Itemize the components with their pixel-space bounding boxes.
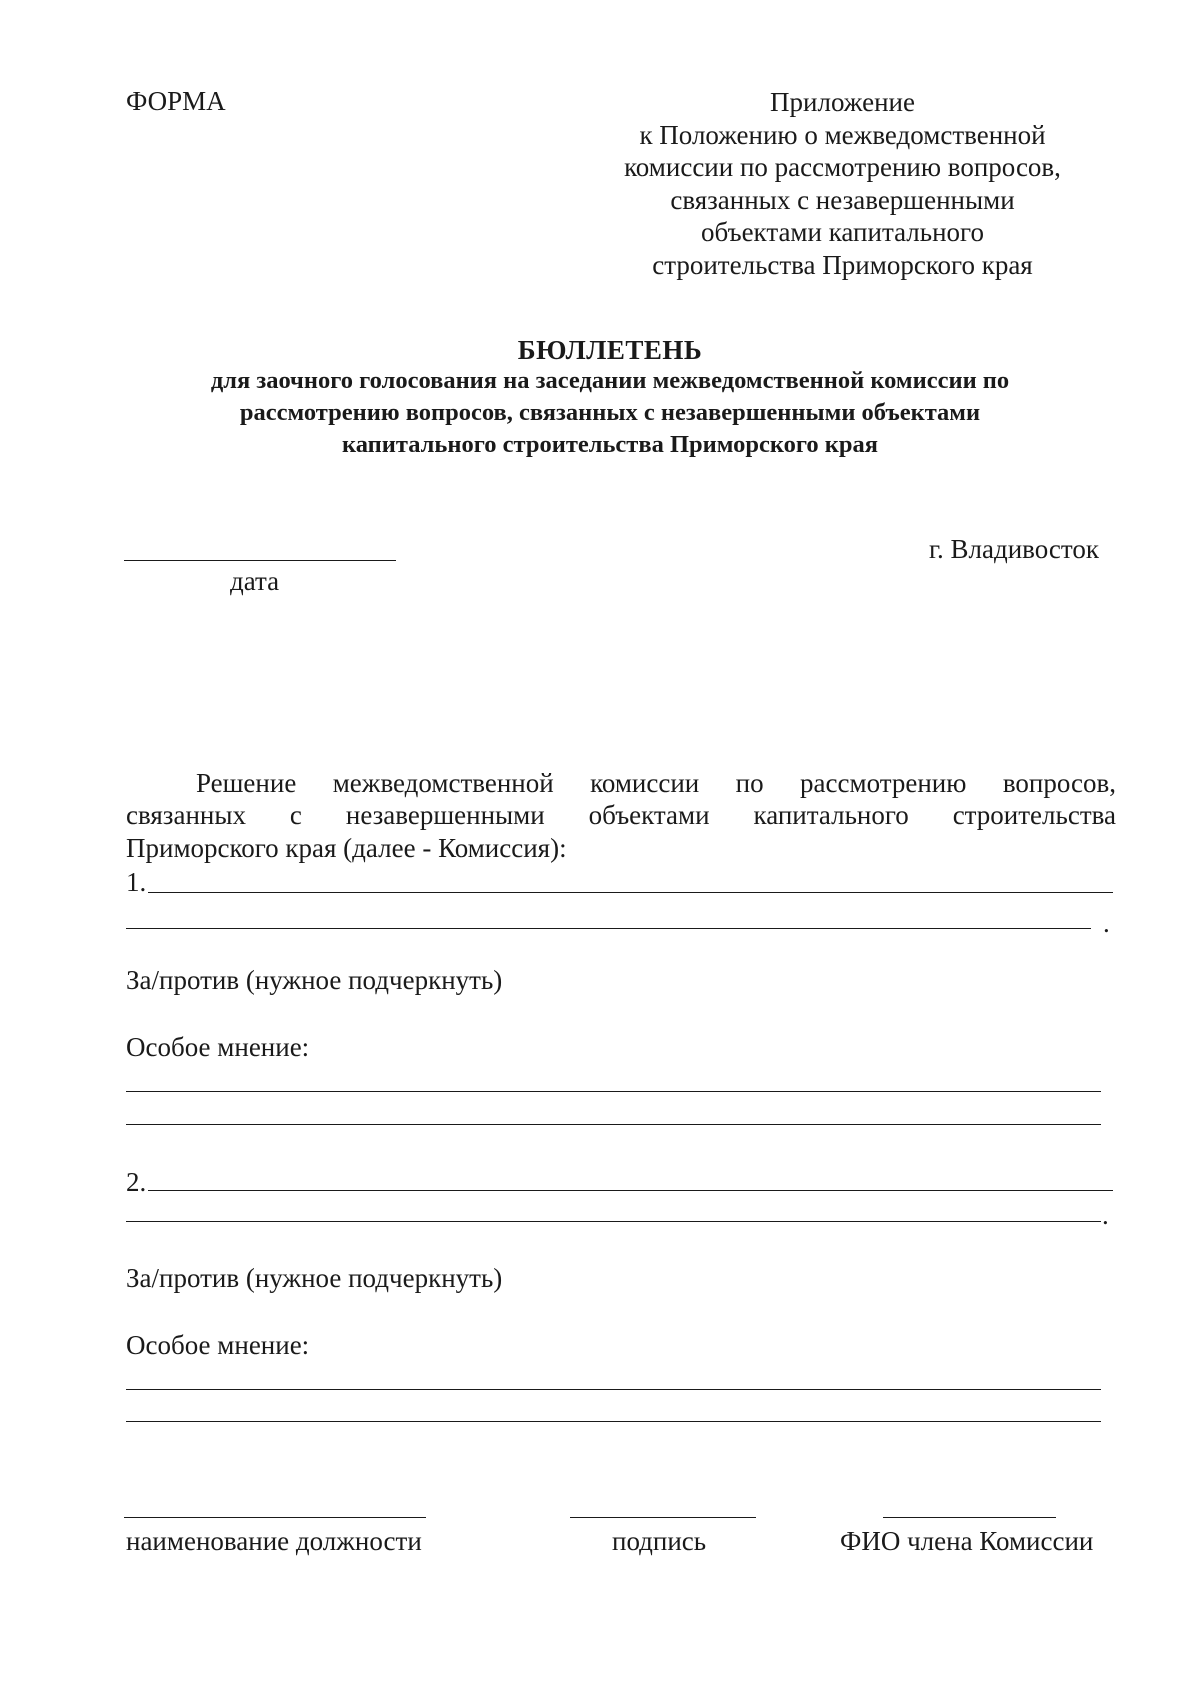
form-label: ФОРМА	[126, 86, 226, 116]
appendix-line: комиссии по рассмотрению вопросов,	[624, 152, 1061, 182]
opinion-label: Особое мнение:	[126, 1032, 310, 1062]
period-mark: .	[1103, 908, 1110, 938]
period-mark: .	[1102, 1200, 1109, 1230]
vote-label: За/против (нужное подчеркнуть)	[126, 1263, 503, 1293]
appendix-block	[590, 86, 1095, 281]
item-2-text-line[interactable]	[126, 1221, 1101, 1222]
document-subtitle	[110, 365, 1110, 461]
item-1-opinion-line[interactable]	[126, 1091, 1101, 1092]
decision-line: Решение межведомственной комиссии по рассмотрению вопросов,	[196, 768, 1116, 798]
city-name: г. Владивосток	[929, 534, 1099, 564]
opinion-label: Особое мнение:	[126, 1330, 310, 1360]
appendix-line: объектами капитального	[701, 217, 984, 247]
item-1-text-line[interactable]	[148, 892, 1113, 893]
appendix-line: связанных с незавершенными	[670, 184, 1015, 215]
item-2-opinion-line[interactable]	[126, 1421, 1101, 1422]
item-1-opinion-line[interactable]	[126, 1124, 1101, 1125]
item-1-text-line[interactable]	[126, 928, 1091, 929]
position-field-line[interactable]	[124, 1517, 426, 1518]
appendix-line: Приложение	[770, 87, 915, 117]
appendix-line: к Положению о межведомственной	[639, 119, 1046, 150]
position-caption: наименование должности	[126, 1526, 422, 1556]
subtitle-line: для заочного голосования на заседании межведомственной комиссии по	[210, 367, 1010, 394]
subtitle-line: капитального строительства Приморского края	[341, 431, 879, 458]
item-2-text-line[interactable]	[148, 1190, 1113, 1191]
date-caption: дата	[230, 566, 280, 596]
decision-line: Приморского края (далее - Комиссия):	[126, 833, 567, 863]
item-number: 1.	[126, 867, 147, 897]
subtitle-line: рассмотрению вопросов, связанных с незавершенными объектами	[239, 399, 981, 426]
name-field-line[interactable]	[883, 1517, 1056, 1518]
title-block	[110, 335, 1110, 461]
appendix-line: строительства Приморского края	[652, 249, 1033, 280]
item-number: 2.	[126, 1167, 147, 1197]
name-caption: ФИО члена Комиссии	[840, 1526, 1094, 1556]
signature-caption: подпись	[612, 1526, 707, 1556]
document-title: БЮЛЛЕТЕНЬ	[517, 335, 703, 365]
item-2-opinion-line[interactable]	[126, 1389, 1101, 1390]
date-field-line[interactable]	[124, 560, 396, 561]
vote-label: За/против (нужное подчеркнуть)	[126, 965, 503, 995]
decision-line: связанных с незавершенными объектами капитального строительства	[126, 800, 1116, 830]
signature-field-line[interactable]	[570, 1517, 756, 1518]
